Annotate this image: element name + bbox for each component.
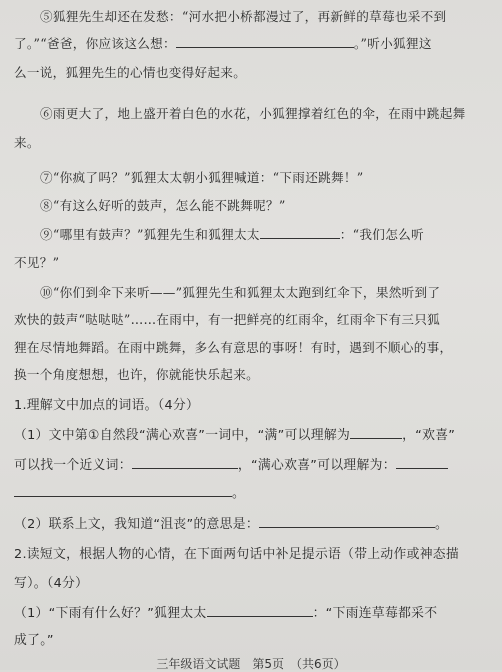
question-2-1-text-b: ：“下雨连草莓都采不 [312, 606, 438, 621]
question-2-title-line1: 2.读短文，根据人物的心情，在下面两句话中补足提示语（带上动作或神态描 [14, 547, 460, 562]
answer-blank-q1-1-a[interactable] [350, 427, 402, 439]
story-p7: ⑦“你疯了吗？”狐狸太太朝小狐狸喊道：“下雨还跳舞！” [40, 170, 364, 185]
question-1-1-text-c: 可以找一个近义词： [14, 458, 132, 473]
story-p10-line3: 狸在尽情地舞蹈。在雨中跳舞，多么有意思的事呀！有时，遇到不顺心的事， [14, 340, 453, 355]
story-p9-line1-start: ⑨“哪里有鼓声？”狐狸先生和狐狸太太 [40, 227, 260, 242]
story-p10-line2: 欢快的鼓声“哒哒哒”……在雨中，有一把鲜亮的红雨伞，红雨伞下有三只狐 [14, 312, 441, 327]
story-p5-line3: 么一说，狐狸先生的心情也变得好起来。 [14, 65, 247, 80]
story-p5-line2-end: 。”听小狐狸这 [353, 36, 432, 51]
answer-blank-q1-1-d[interactable] [14, 485, 232, 497]
question-2-title-line2: 写）。（4分） [14, 576, 89, 591]
story-p10-line4: 换一个角度想想，也许，你就能快乐起来。 [14, 367, 259, 382]
question-1-title: 1.理解文中加点的词语。（4分） [14, 398, 200, 413]
story-p8: ⑧“有这么好听的鼓声，怎么能不跳舞呢？” [40, 198, 286, 213]
answer-blank-q2-1[interactable] [207, 605, 313, 617]
question-2-1-text-a: （1）“下雨有什么好？”狐狸太太 [14, 606, 207, 621]
page-footer: 三年级语文试题 第5页 （共6页） [156, 657, 346, 671]
question-1-1-line3 [14, 482, 502, 501]
answer-blank-q1-1-b[interactable] [132, 457, 238, 469]
question-2-1-line1 [14, 602, 502, 621]
story-p10-line1: ⑩“你们到伞下来听——”狐狸先生和狐狸太太跑到红伞下，果然听到了 [40, 285, 441, 300]
story-p9-line1-end: ：“我们怎么听 [339, 227, 424, 242]
question-1-1-end: 。 [232, 486, 246, 501]
question-1-2-end: 。 [434, 517, 449, 532]
question-1-1-text-a: （1）文中第①自然段“满心欢喜”一词中，“满”可以理解为 [14, 428, 351, 443]
story-p9-line2: 不见？” [14, 255, 60, 270]
question-1-2-text: （2）联系上文，我知道“沮丧”的意思是： [14, 517, 259, 532]
story-p6-line2: 来。 [14, 135, 40, 150]
answer-blank-p9[interactable] [260, 227, 340, 239]
story-p9-line1 [40, 224, 500, 243]
answer-blank-q1-2[interactable] [259, 516, 435, 528]
question-1-2 [14, 513, 502, 532]
question-1-1-text-d: ，“满心欢喜”可以理解为： [237, 458, 396, 473]
answer-blank-p5[interactable] [176, 36, 354, 48]
story-p6-line1: ⑥雨更大了，地上盛开着白色的水花，小狐狸撑着红色的伞，在雨中跳起舞 [40, 106, 466, 121]
story-p5-line1: ⑤狐狸先生却还在发愁：“河水把小桥都漫过了，再新鲜的草莓也采不到 [40, 9, 447, 24]
question-1-1-text-b: ，“欢喜” [402, 428, 456, 443]
question-1-1-line2 [14, 454, 502, 473]
answer-blank-q1-1-c[interactable] [396, 457, 448, 469]
question-1-1-line1 [14, 424, 502, 443]
story-p5-line2 [14, 33, 500, 52]
question-2-1-line2: 成了。” [14, 633, 54, 648]
story-p5-line2-start: 了。”“爸爸，你应该这么想： [14, 36, 176, 51]
